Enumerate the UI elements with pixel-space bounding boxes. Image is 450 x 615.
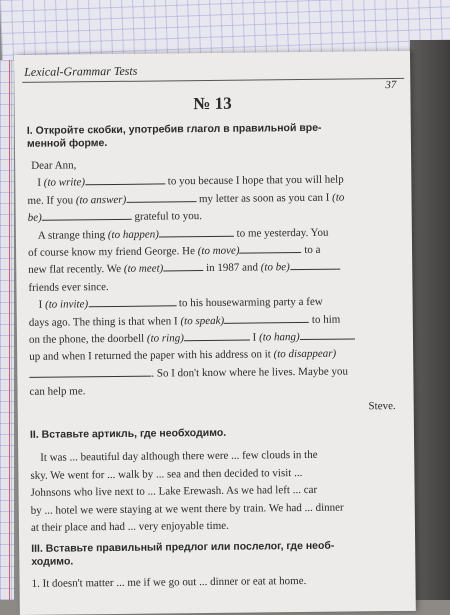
task1-line	[29, 381, 395, 399]
task2-line	[31, 482, 397, 500]
text-run: me. If you	[27, 194, 76, 207]
task1-line	[29, 364, 395, 382]
answer-blank	[126, 192, 196, 203]
answer-blank	[163, 261, 203, 271]
answer-blank	[29, 366, 151, 377]
text-run: to you because I hope that you will help	[164, 173, 344, 188]
exercise-number: № 13	[193, 93, 232, 114]
text-run: up and when I returned the paper with his address on it	[29, 348, 274, 364]
signature: Steve.	[368, 400, 396, 413]
verb-prompt: (to meet)	[123, 262, 164, 276]
task1-line	[27, 190, 393, 208]
answer-blank	[290, 260, 340, 271]
text-run: at their place and had ... very enjoyable time.	[30, 520, 229, 535]
verb-prompt: (to move)	[197, 244, 240, 258]
task1-line	[29, 312, 395, 330]
verb-prompt: (to disappear)	[273, 348, 337, 361]
text-run: It was ... beautiful day although there were ... few clouds in the	[40, 448, 318, 464]
text-run: new flat recently. We	[28, 263, 124, 277]
notebook-background-left	[0, 60, 14, 600]
text-run: . So I don't know where he lives. Maybe you	[151, 365, 348, 380]
task1-line	[28, 242, 394, 260]
text-run: days ago. The thing is that when I	[28, 314, 181, 329]
text-run: sky. We went for ... walk by ... sea and then decided to visit ...	[30, 466, 303, 482]
answer-blank	[300, 329, 355, 340]
verb-prompt: (to	[332, 191, 345, 204]
text-run: of course know my friend George. He	[28, 245, 198, 259]
answer-blank	[224, 313, 309, 324]
table-surface	[410, 40, 450, 600]
text-run: to him	[309, 313, 341, 326]
page-number: 37	[385, 78, 397, 92]
task1-line	[27, 155, 397, 173]
task1-instruction-line: менной форме.	[26, 137, 108, 150]
text-run: my letter as soon as you can I	[196, 191, 333, 205]
task1-line	[28, 207, 394, 225]
verb-prompt: (to be)	[260, 261, 290, 274]
task3-line	[31, 573, 397, 591]
answer-blank	[42, 210, 132, 221]
verb-prompt: (to invite)	[44, 298, 89, 311]
verb-prompt: (to ring)	[146, 332, 184, 345]
text-run: A strange thing	[37, 228, 108, 242]
text-run: I	[249, 331, 260, 344]
answer-blank	[85, 175, 165, 186]
text-run: to a	[301, 243, 321, 256]
task1-line	[28, 225, 404, 243]
text-run: on the phone, the doorbell	[28, 332, 147, 346]
text-run: can help me.	[29, 385, 86, 399]
answer-blank	[184, 331, 250, 342]
text-run: to me yesterday. You	[233, 226, 329, 240]
verb-prompt: (to write)	[43, 176, 86, 190]
task3-instruction-line: ходимо.	[31, 555, 74, 568]
running-head: Lexical-Grammar Tests	[24, 63, 138, 79]
task2-line	[30, 447, 406, 465]
task2-line	[31, 517, 397, 535]
verb-prompt: (to happen)	[107, 228, 159, 241]
task3-instruction-line: III. Вставьте правильный предлог или послелог, где необ-	[31, 539, 335, 555]
task1-instruction-line: I. Откройте скобки, употребив глагол в правильной вре-	[26, 121, 322, 137]
text-run: in 1987 and	[203, 261, 261, 275]
task1-line	[27, 172, 403, 190]
verb-prompt: (to hang)	[258, 331, 300, 344]
verb-prompt: (to speak)	[180, 314, 225, 327]
text-run: 1. It doesn't matter ... me if we go out ... dinner or eat at home.	[31, 574, 307, 590]
text-run: I	[38, 298, 46, 311]
answer-blank	[88, 297, 176, 308]
answer-blank	[159, 226, 234, 237]
task2-line	[30, 465, 396, 483]
answer-blank	[239, 243, 301, 254]
task1-instruction	[27, 121, 391, 151]
text-run: I	[37, 177, 44, 190]
verb-prompt: (to answer)	[75, 193, 127, 207]
book-page	[14, 51, 416, 615]
task1-line	[28, 259, 394, 277]
notebook-margin-line	[9, 60, 10, 600]
task1-line	[29, 346, 395, 364]
text-run: Johnsons who live next to ... Lake Erewash. As we had left ... car	[30, 484, 318, 500]
task1-line	[29, 294, 405, 312]
verb-prompt: be)	[27, 211, 42, 225]
text-run: to his housewarming party a few	[176, 295, 323, 310]
text-run: Dear Ann,	[31, 159, 77, 172]
task1-line	[28, 277, 394, 295]
text-run: grateful to you.	[131, 210, 203, 223]
text-run: friends ever since.	[28, 280, 109, 294]
task2-instruction: II. Вставьте артикль, где необходимо.	[29, 426, 227, 441]
text-run: by ... hotel we were staying at we went there by train. We had ... dinner	[30, 501, 344, 517]
task1-line	[29, 329, 395, 347]
task2-line	[31, 500, 397, 518]
task3-instruction	[31, 539, 395, 569]
